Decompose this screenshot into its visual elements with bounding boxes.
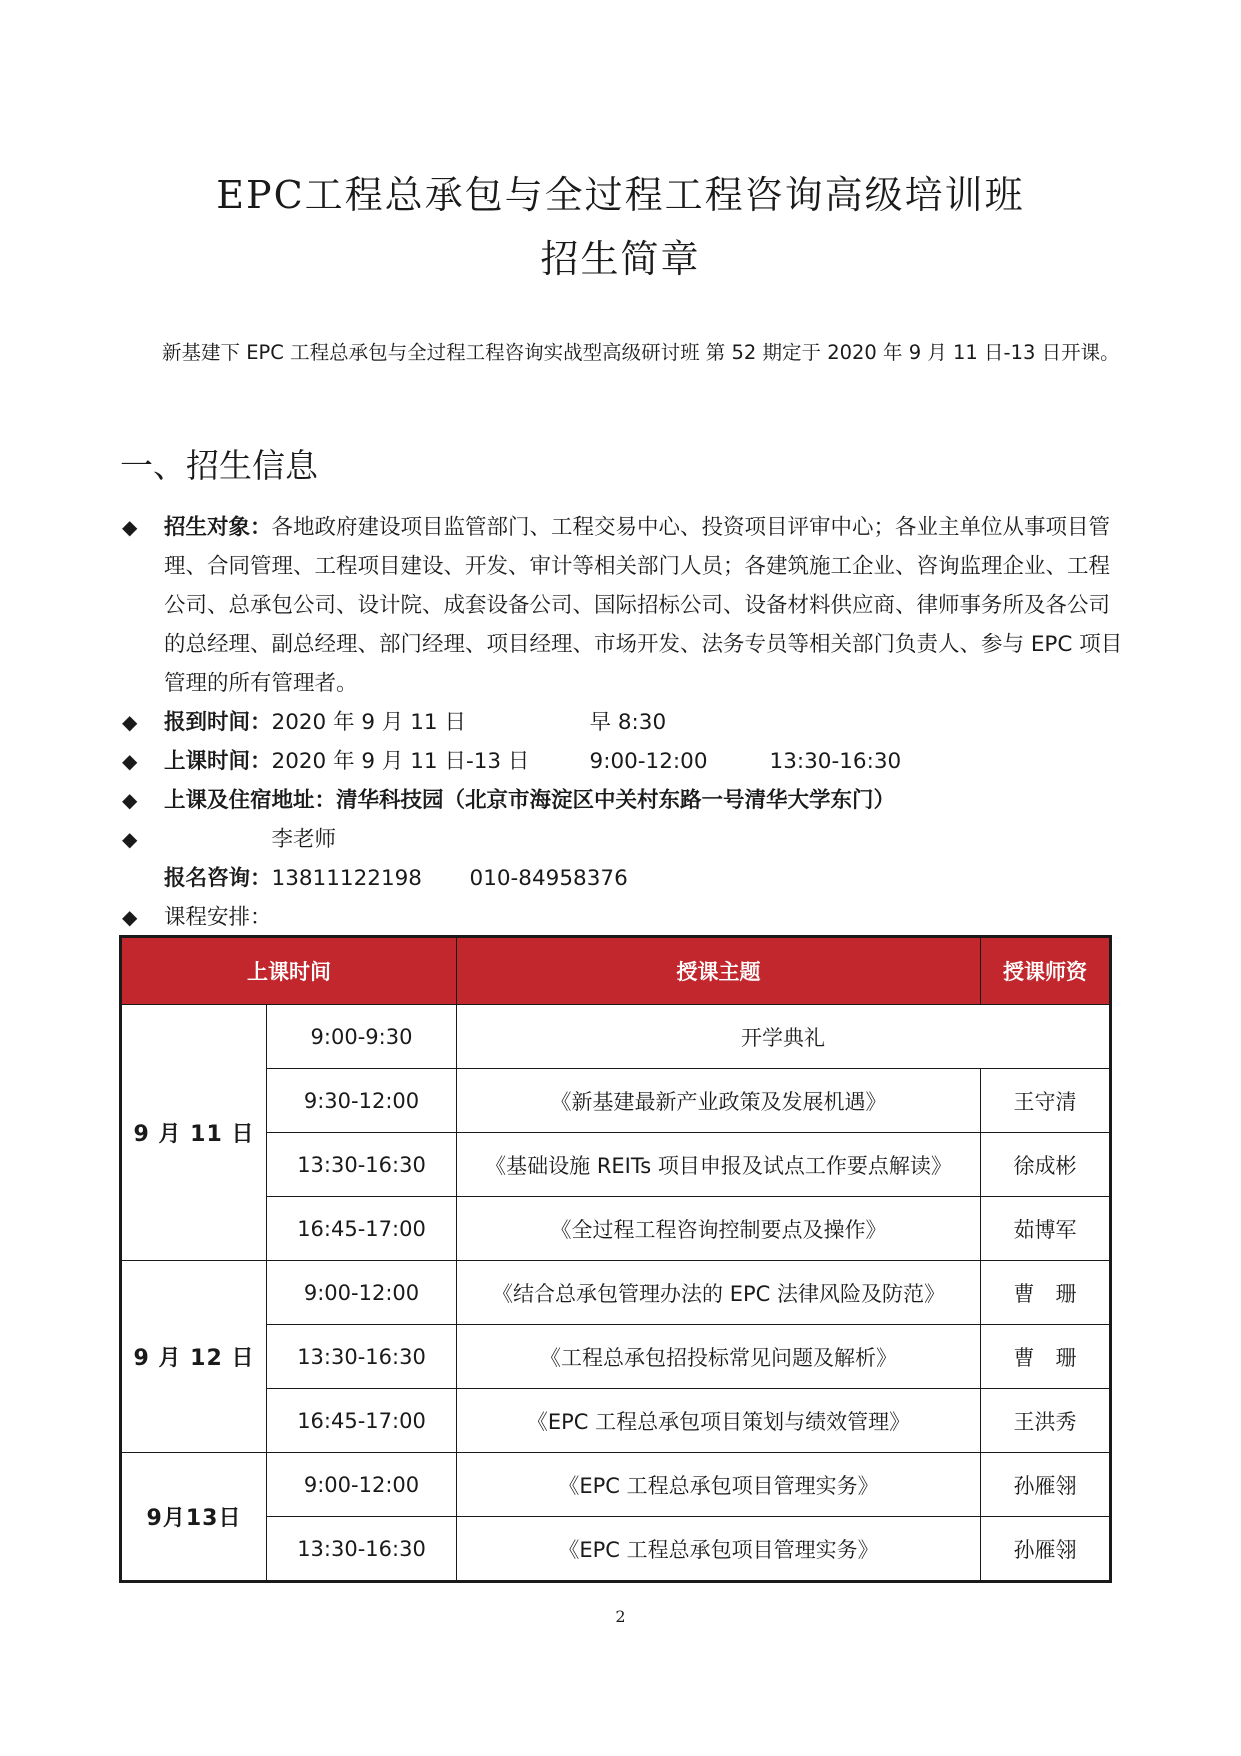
- item-value: 010-84958376: [469, 866, 628, 891]
- diamond-bullet-icon: ◆: [122, 827, 138, 851]
- time-cell: 9:30-12:00: [267, 1069, 457, 1133]
- item-value: 13:30-16:30: [769, 749, 902, 774]
- header-topic: 授课主题: [457, 937, 981, 1005]
- teacher-cell: 曹 珊: [981, 1261, 1111, 1325]
- teacher-cell: 孙雁翎: [981, 1517, 1111, 1582]
- teacher-cell: 王洪秀: [981, 1389, 1111, 1453]
- item-value: 2020 年 9 月 11 日-13 日: [271, 749, 530, 774]
- time-cell: 13:30-16:30: [267, 1133, 457, 1197]
- day-cell: 9 月 11 日: [121, 1005, 267, 1261]
- topic-cell: 《基础设施 REITs 项目申报及试点工作要点解读》: [457, 1133, 981, 1197]
- table-row: [121, 1389, 1111, 1453]
- item-key: 上课及住宿地址：: [164, 788, 337, 813]
- item-value: 早 8:30: [589, 710, 667, 735]
- teacher-cell: 王守清: [981, 1069, 1111, 1133]
- table-row: [121, 1069, 1111, 1133]
- time-cell: 16:45-17:00: [267, 1197, 457, 1261]
- teacher-cell: 徐成彬: [981, 1133, 1111, 1197]
- teacher-cell: 茹博军: [981, 1197, 1111, 1261]
- info-list: [120, 508, 1125, 937]
- section-heading: 一、招生信息: [120, 446, 318, 485]
- table-row: [121, 1261, 1111, 1325]
- table-row: [121, 1517, 1111, 1582]
- diamond-bullet-icon: ◆: [122, 710, 138, 734]
- time-cell: 16:45-17:00: [267, 1389, 457, 1453]
- time-cell: 9:00-12:00: [267, 1261, 457, 1325]
- diamond-bullet-icon: ◆: [122, 749, 138, 773]
- time-cell: 13:30-16:30: [267, 1325, 457, 1389]
- item-key: 上课时间：: [164, 749, 272, 774]
- item-key: 报到时间：: [164, 710, 272, 735]
- item-key: 招生对象：: [164, 515, 272, 540]
- table-row: [121, 1133, 1111, 1197]
- diamond-bullet-icon: ◆: [122, 905, 138, 929]
- intro-paragraph: 新基建下 EPC 工程总承包与全过程工程咨询实战型高级研讨班 第 52 期定于 2020 年 9 月 11 日-13 日开课。: [162, 341, 1120, 364]
- item-value: 李老师 13811122198: [271, 827, 422, 891]
- schedule-table: [119, 935, 1112, 1583]
- list-item-class-time: [120, 742, 1125, 781]
- time-cell: 9:00-12:00: [267, 1453, 457, 1517]
- table-header-row: [121, 937, 1111, 1005]
- day-cell: 9月13日: [121, 1453, 267, 1582]
- topic-cell: 《结合总承包管理办法的 EPC 法律风险及防范》: [457, 1261, 981, 1325]
- table-row: [121, 1005, 1111, 1069]
- item-key: 课程安排：: [164, 905, 272, 930]
- list-item-audience: [120, 508, 1125, 703]
- topic-cell: 《全过程工程咨询控制要点及操作》: [457, 1197, 981, 1261]
- diamond-bullet-icon: ◆: [122, 515, 138, 539]
- item-value: 2020 年 9 月 11 日: [271, 710, 466, 735]
- diamond-bullet-icon: ◆: [122, 788, 138, 812]
- teacher-cell: 曹 珊: [981, 1325, 1111, 1389]
- header-time: 上课时间: [121, 937, 457, 1005]
- document-title: EPC工程总承包与全过程工程咨询高级培训班: [216, 173, 1025, 217]
- item-value: 清华科技园（北京市海淀区中关村东路一号清华大学东门）: [336, 788, 896, 813]
- topic-cell: 开学典礼: [457, 1005, 1111, 1069]
- header-teacher: 授课师资: [981, 937, 1111, 1005]
- list-item-schedule: [120, 898, 1125, 937]
- item-key: 报名咨询：: [164, 866, 272, 891]
- table-row: [121, 1453, 1111, 1517]
- item-value: 各地政府建设项目监管部门、工程交易中心、投资项目评审中心；各业主单位从事项目管理、合同管理、工程项目建设、开发、审计等相关部门人员；各建筑施工企业、咨询监理企业、工程公司、总承包公司、设计院、成套设备公司、国际招标公司、设备材料供应商、律师事务所及各公司的总经理、副总经理、部门经理、项目经理、市场开发、法务专员等相关部门负责人、参与 EPC 项目管理的所有管理者。: [164, 515, 1123, 696]
- time-cell: 13:30-16:30: [267, 1517, 457, 1582]
- page-number: 2: [615, 1607, 626, 1626]
- list-item-address: [120, 781, 1125, 820]
- topic-cell: 《工程总承包招投标常见问题及解析》: [457, 1325, 981, 1389]
- topic-cell: 《EPC 工程总承包项目策划与绩效管理》: [457, 1389, 981, 1453]
- item-value: 9:00-12:00: [589, 749, 708, 774]
- time-cell: 9:00-9:30: [267, 1005, 457, 1069]
- teacher-cell: 孙雁翎: [981, 1453, 1111, 1517]
- topic-cell: 《EPC 工程总承包项目管理实务》: [457, 1453, 981, 1517]
- list-item-registration: [120, 703, 1125, 742]
- list-item-contact: [120, 820, 1125, 898]
- topic-cell: 《新基建最新产业政策及发展机遇》: [457, 1069, 981, 1133]
- document-subtitle: 招生简章: [540, 237, 701, 281]
- day-cell: 9 月 12 日: [121, 1261, 267, 1453]
- table-row: [121, 1197, 1111, 1261]
- table-row: [121, 1325, 1111, 1389]
- topic-cell: 《EPC 工程总承包项目管理实务》: [457, 1517, 981, 1582]
